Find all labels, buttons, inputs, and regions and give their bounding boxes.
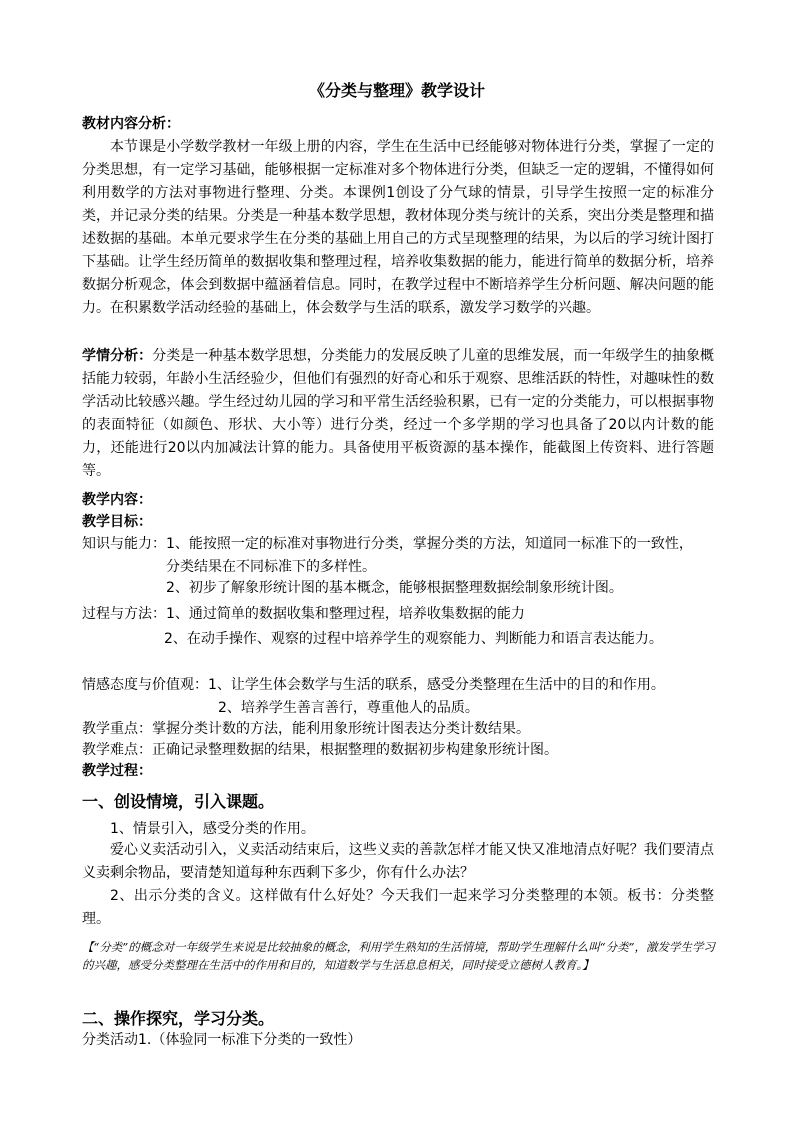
emotion-item-2: 2、培养学生善言善行，尊重他人的品质。 bbox=[218, 700, 479, 716]
difficult-point: 教学难点：正确记录整理数据的结果，根据整理的数据初步构建象形统计图。 bbox=[82, 742, 558, 758]
process-item-1: 1、通过简单的数据收集和整理过程，培养收集数据的能力 bbox=[166, 606, 525, 622]
goals-heading: 教学目标： bbox=[82, 514, 152, 530]
section2-heading: 二、操作探究，学习分类。 bbox=[82, 1009, 275, 1028]
section2-activity: 分类活动1.（体验同一标准下分类的一致性） bbox=[82, 1032, 362, 1048]
learners-heading: 学情分析： bbox=[82, 348, 153, 364]
section1-step1: 1、情景引入，感受分类的作用。 bbox=[110, 821, 315, 837]
section1-para2: 2、出示分类的含义。这样做有什么好处？今天我们一起来学习分类整理的本领。板书：分类整理。 bbox=[82, 888, 714, 927]
process-heading: 教学过程： bbox=[82, 763, 152, 779]
design-note: 【“分类”的概念对一年级学生来说是比较抽象的概念，利用学生熟知的生活情境，帮助学生理解什么叫“分类”，激发学生学习的兴趣，感受分类整理在生活中的作用和目的，知道数学与生活息息相关，同时接受立德树人教育。】 bbox=[82, 940, 716, 972]
learners-body: 分类是一种基本数学思想，分类能力的发展反映了儿童的思维发展，而一年级学生的抽象概括能力较弱，年龄小生活经验少，但他们有强烈的好奇心和乐于观察、思维活跃的特性，对趣味性的数学活动比较感兴趣。学生经过幼儿园的学习和平常生活经验积累，已有一定的分类能力，可以根据事物的表面特征（如颜色、形状、大小等）进行分类，经过一个多学期的学习也具备了20以内计数的能力，还能进行20以内加减法计算的能力。具备使用平板资源的基本操作，能截图上传资料、进行答题等。 bbox=[82, 348, 715, 479]
process-label: 过程与方法： bbox=[82, 606, 166, 622]
knowledge-item-1: 1、能按照一定的标准对事物进行分类，掌握分类的方法，知道同一标准下的一致性， bbox=[166, 536, 693, 552]
knowledge-item-1-cont: 分类结果在不同标准下的多样性。 bbox=[166, 559, 376, 575]
materials-body: 本节课是小学数学教材一年级上册的内容，学生在生活中已经能够对物体进行分类，掌握了一定的分类思想，有一定学习基础，能够根据一定标准对多个物体进行分类，但缺乏一定的逻辑，不懂得如何利用数学的方法对事物进行整理、分类。本课例1创设了分气球的情景，引导学生按照一定的标准分类，并记录分类的结果。分类是一种基本数学思想，教材体现分类与统计的关系，突出分类是整理和描述数据的基础。本单元要求学生在分类的基础上用自己的方式呈现整理的结果，为以后的学习统计图打下基础。让学生经历简单的数据收集和整理过程，培养收集数据的能力，能进行简单的数据分析，培养数据分析观念，体会到数据中蕴涵着信息。同时，在教学过程中不断培养学生分析问题、解决问题的能力。在积累数学活动经验的基础上，体会数学与生活的联系，激发学习数学的兴趣。 bbox=[82, 139, 714, 316]
learners-paragraph bbox=[82, 345, 714, 483]
section1-heading: 一、创设情境，引入课题。 bbox=[82, 792, 275, 811]
section1-para1: 爱心义卖活动引入，义卖活动结束后，这些义卖的善款怎样才能又快又准地清点好呢？我们要清点义卖剩余物品，要清楚知道每种东西剩下多少，你有什么办法？ bbox=[82, 842, 714, 881]
knowledge-label: 知识与能力： bbox=[82, 536, 166, 552]
key-point: 教学重点：掌握分类计数的方法，能利用象形统计图表达分类计数结果。 bbox=[82, 721, 530, 737]
content-heading: 教学内容： bbox=[82, 492, 152, 508]
process-item-2: 2、在动手操作、观察的过程中培养学生的观察能力、判断能力和语言表达能力。 bbox=[164, 631, 663, 647]
document-title: 《分类与整理》教学设计 bbox=[308, 81, 485, 100]
emotion-item-1: 1、让学生体会数学与生活的联系，感受分类整理在生活中的目的和作用。 bbox=[208, 677, 665, 693]
materials-heading: 教材内容分析： bbox=[82, 116, 180, 132]
knowledge-item-2: 2、初步了解象形统计图的基本概念，能够根据整理数据绘制象形统计图。 bbox=[166, 580, 623, 596]
emotion-label: 情感态度与价值观： bbox=[82, 677, 208, 693]
